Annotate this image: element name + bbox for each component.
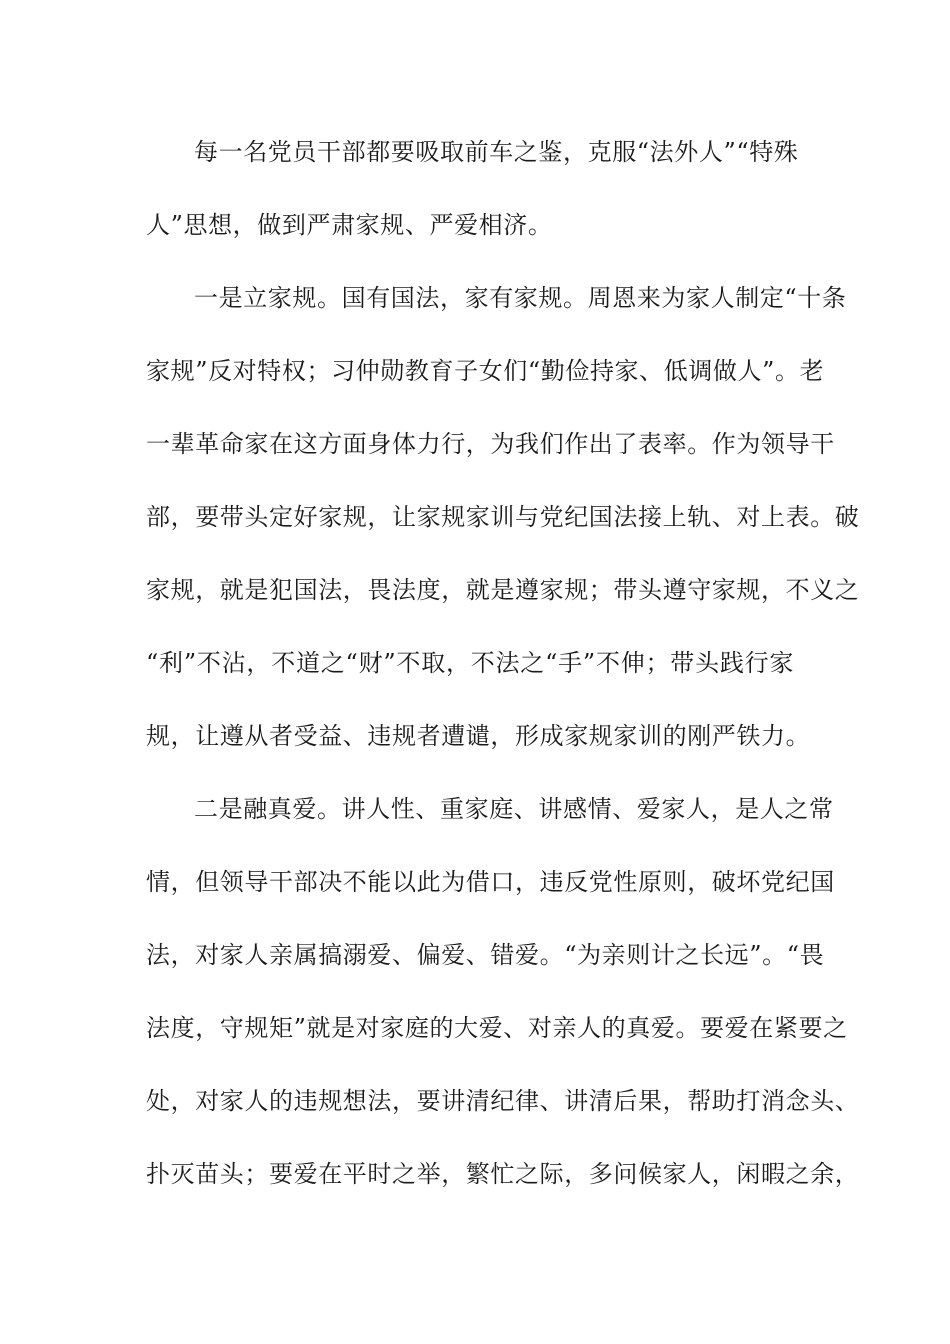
paragraph-1-line-2: 人”思想，做到严肃家规、严爱相济。 — [146, 211, 553, 239]
paragraph-3-line-1: 二是融真爱。讲人性、重家庭、讲感情、爱家人，是人之常 — [194, 795, 834, 823]
paragraph-2-line-5: 家规，就是犯国法，畏法度，就是遵家规；带头遵守家规，不义之 — [146, 576, 860, 604]
paragraph-3-line-6: 扑灭苗头；要爱在平时之举，繁忙之际，多问候家人，闲暇之余， — [146, 1160, 860, 1188]
paragraph-2-line-2: 家规”反对特权；习仲勋教育子女们“勤俭持家、低调做人”。老 — [146, 357, 825, 385]
body-text — [146, 124, 860, 1219]
paragraph-2-line-1: 一是立家规。国有国法，家有家规。周恩来为家人制定“十条 — [194, 284, 847, 312]
paragraph-2-line-4: 部，要带头定好家规，让家规家训与党纪国法接上轨、对上表。破 — [146, 503, 860, 531]
paragraph-3-line-4: 法度，守规矩”就是对家庭的大爱、对亲人的真爱。要爱在紧要之 — [146, 1014, 848, 1042]
paragraph-3-line-3: 法，对家人亲属搞溺爱、偏爱、错爱。“为亲则计之长远”。“畏 — [146, 941, 825, 969]
paragraph-3-line-5: 处，对家人的违规想法，要讲清纪律、讲清后果，帮助打消念头、 — [146, 1087, 860, 1115]
paragraph-2-line-3: 一辈革命家在这方面身体力行，为我们作出了表率。作为领导干 — [146, 430, 835, 458]
paragraph-3-line-2: 情，但领导干部决不能以此为借口，违反党性原则，破坏党纪国 — [146, 868, 835, 896]
paragraph-2-line-6: “利”不沾，不道之“财”不取，不法之“手”不伸；带头践行家 — [146, 649, 794, 677]
paragraph-2-line-7: 规，让遵从者受益、违规者遭谴，形成家规家训的刚严铁力。 — [146, 722, 811, 750]
paragraph-1-line-1: 每一名党员干部都要吸取前车之鉴，克服“法外人”“特殊 — [194, 138, 799, 166]
